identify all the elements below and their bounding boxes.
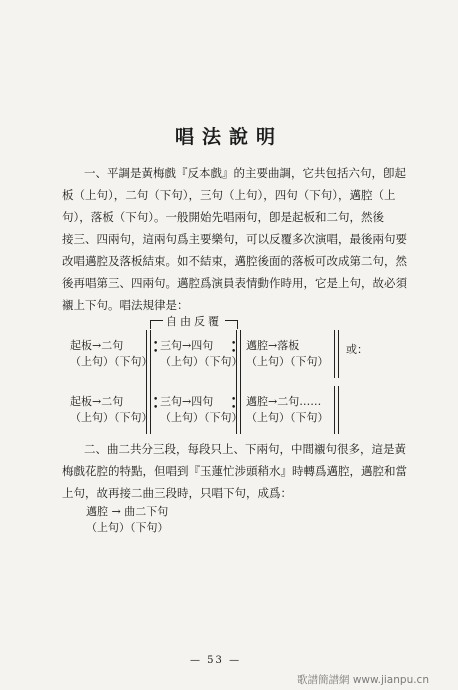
phrase-sub: （上句）（下句）: [246, 411, 329, 424]
phrase-sub: （上句）（下句）: [70, 411, 153, 424]
row2-col1: [70, 394, 153, 426]
row1-suffix: 或：: [346, 343, 368, 356]
paragraph-1: [62, 162, 438, 316]
text-line: 後再唱第三、四兩句。邁腔爲演員表情動作時用，它是上句，故必須: [62, 276, 407, 290]
end-bar-row1-inner: [338, 330, 339, 378]
text-line: 改唱邁腔及落板結束。如不結束，邁腔後面的落板可改成第二句，然: [62, 254, 407, 268]
page-title: 唱法說明: [174, 126, 283, 148]
row2-col2: [160, 394, 243, 426]
text-line: 句），落板（下句）。一般開始先唱兩句，卽是起板和二句，然後: [62, 210, 384, 224]
text-line: 板（上句），二句（下句），三句（上句），四句（下句），邁腔（上: [62, 188, 396, 202]
repeat-dots: • •: [231, 395, 237, 413]
end-bar-row1: [334, 330, 335, 378]
phrase-label: 起板→二句: [70, 395, 124, 408]
row1-col2: [160, 338, 243, 370]
repeat-dots: • •: [153, 339, 159, 357]
end-bar-row2: [334, 386, 335, 434]
phrase-label: 起板→二句: [70, 339, 124, 352]
text-line: 上句，故再接二曲三段時，只唱下句，成爲：: [62, 486, 292, 500]
paragraph-2: [62, 438, 438, 504]
row1-col3: [246, 338, 329, 370]
phrase-label: 邁腔→二句……: [246, 395, 322, 408]
phrase-label: 三句→四句: [160, 395, 214, 408]
phrase-label: 邁腔→落板: [246, 339, 300, 352]
phrase-sub: （上句）（下句）: [86, 521, 169, 534]
row2-col3: [246, 394, 329, 426]
phrase-sub: （上句）（下句）: [160, 355, 243, 368]
repeat-dots: • •: [231, 339, 237, 357]
row1-col1: [70, 338, 153, 370]
phrase-sub: （上句）（下句）: [70, 355, 153, 368]
phrase-label: 三句→四句: [160, 339, 214, 352]
text-line: 梅戲花腔的特點，但唱到『玉蓮忙涉頭稍水』時轉爲邁腔，邁腔和當: [62, 464, 407, 478]
text-line: 襯上下句。唱法規律是：: [62, 298, 189, 312]
text-line: 一、平調是黃梅戲『反本戲』的主要曲調，它共包括六句，卽起: [84, 166, 406, 180]
end-bar-row2-inner: [338, 386, 339, 434]
phrase-label: 邁腔 → 曲二下句: [86, 505, 169, 518]
repeat-dots: • •: [153, 395, 159, 413]
phrase-sub: （上句）（下句）: [246, 355, 329, 368]
repeat-label: 自由反覆: [163, 313, 225, 329]
text-line: 接三、四兩句，這兩句爲主要樂句，可以反覆多次演唱，最後兩句要: [62, 232, 407, 246]
page-number: — 53 —: [190, 655, 242, 666]
phrase-sub: （上句）（下句）: [160, 411, 243, 424]
watermark: 歌譜簡譜網 www.jianpu.cn: [297, 674, 429, 686]
final-sequence: [86, 504, 169, 536]
text-line: 二、曲二共分三段，每段只上、下兩句，中間襯句很多，這是黃: [84, 442, 406, 456]
